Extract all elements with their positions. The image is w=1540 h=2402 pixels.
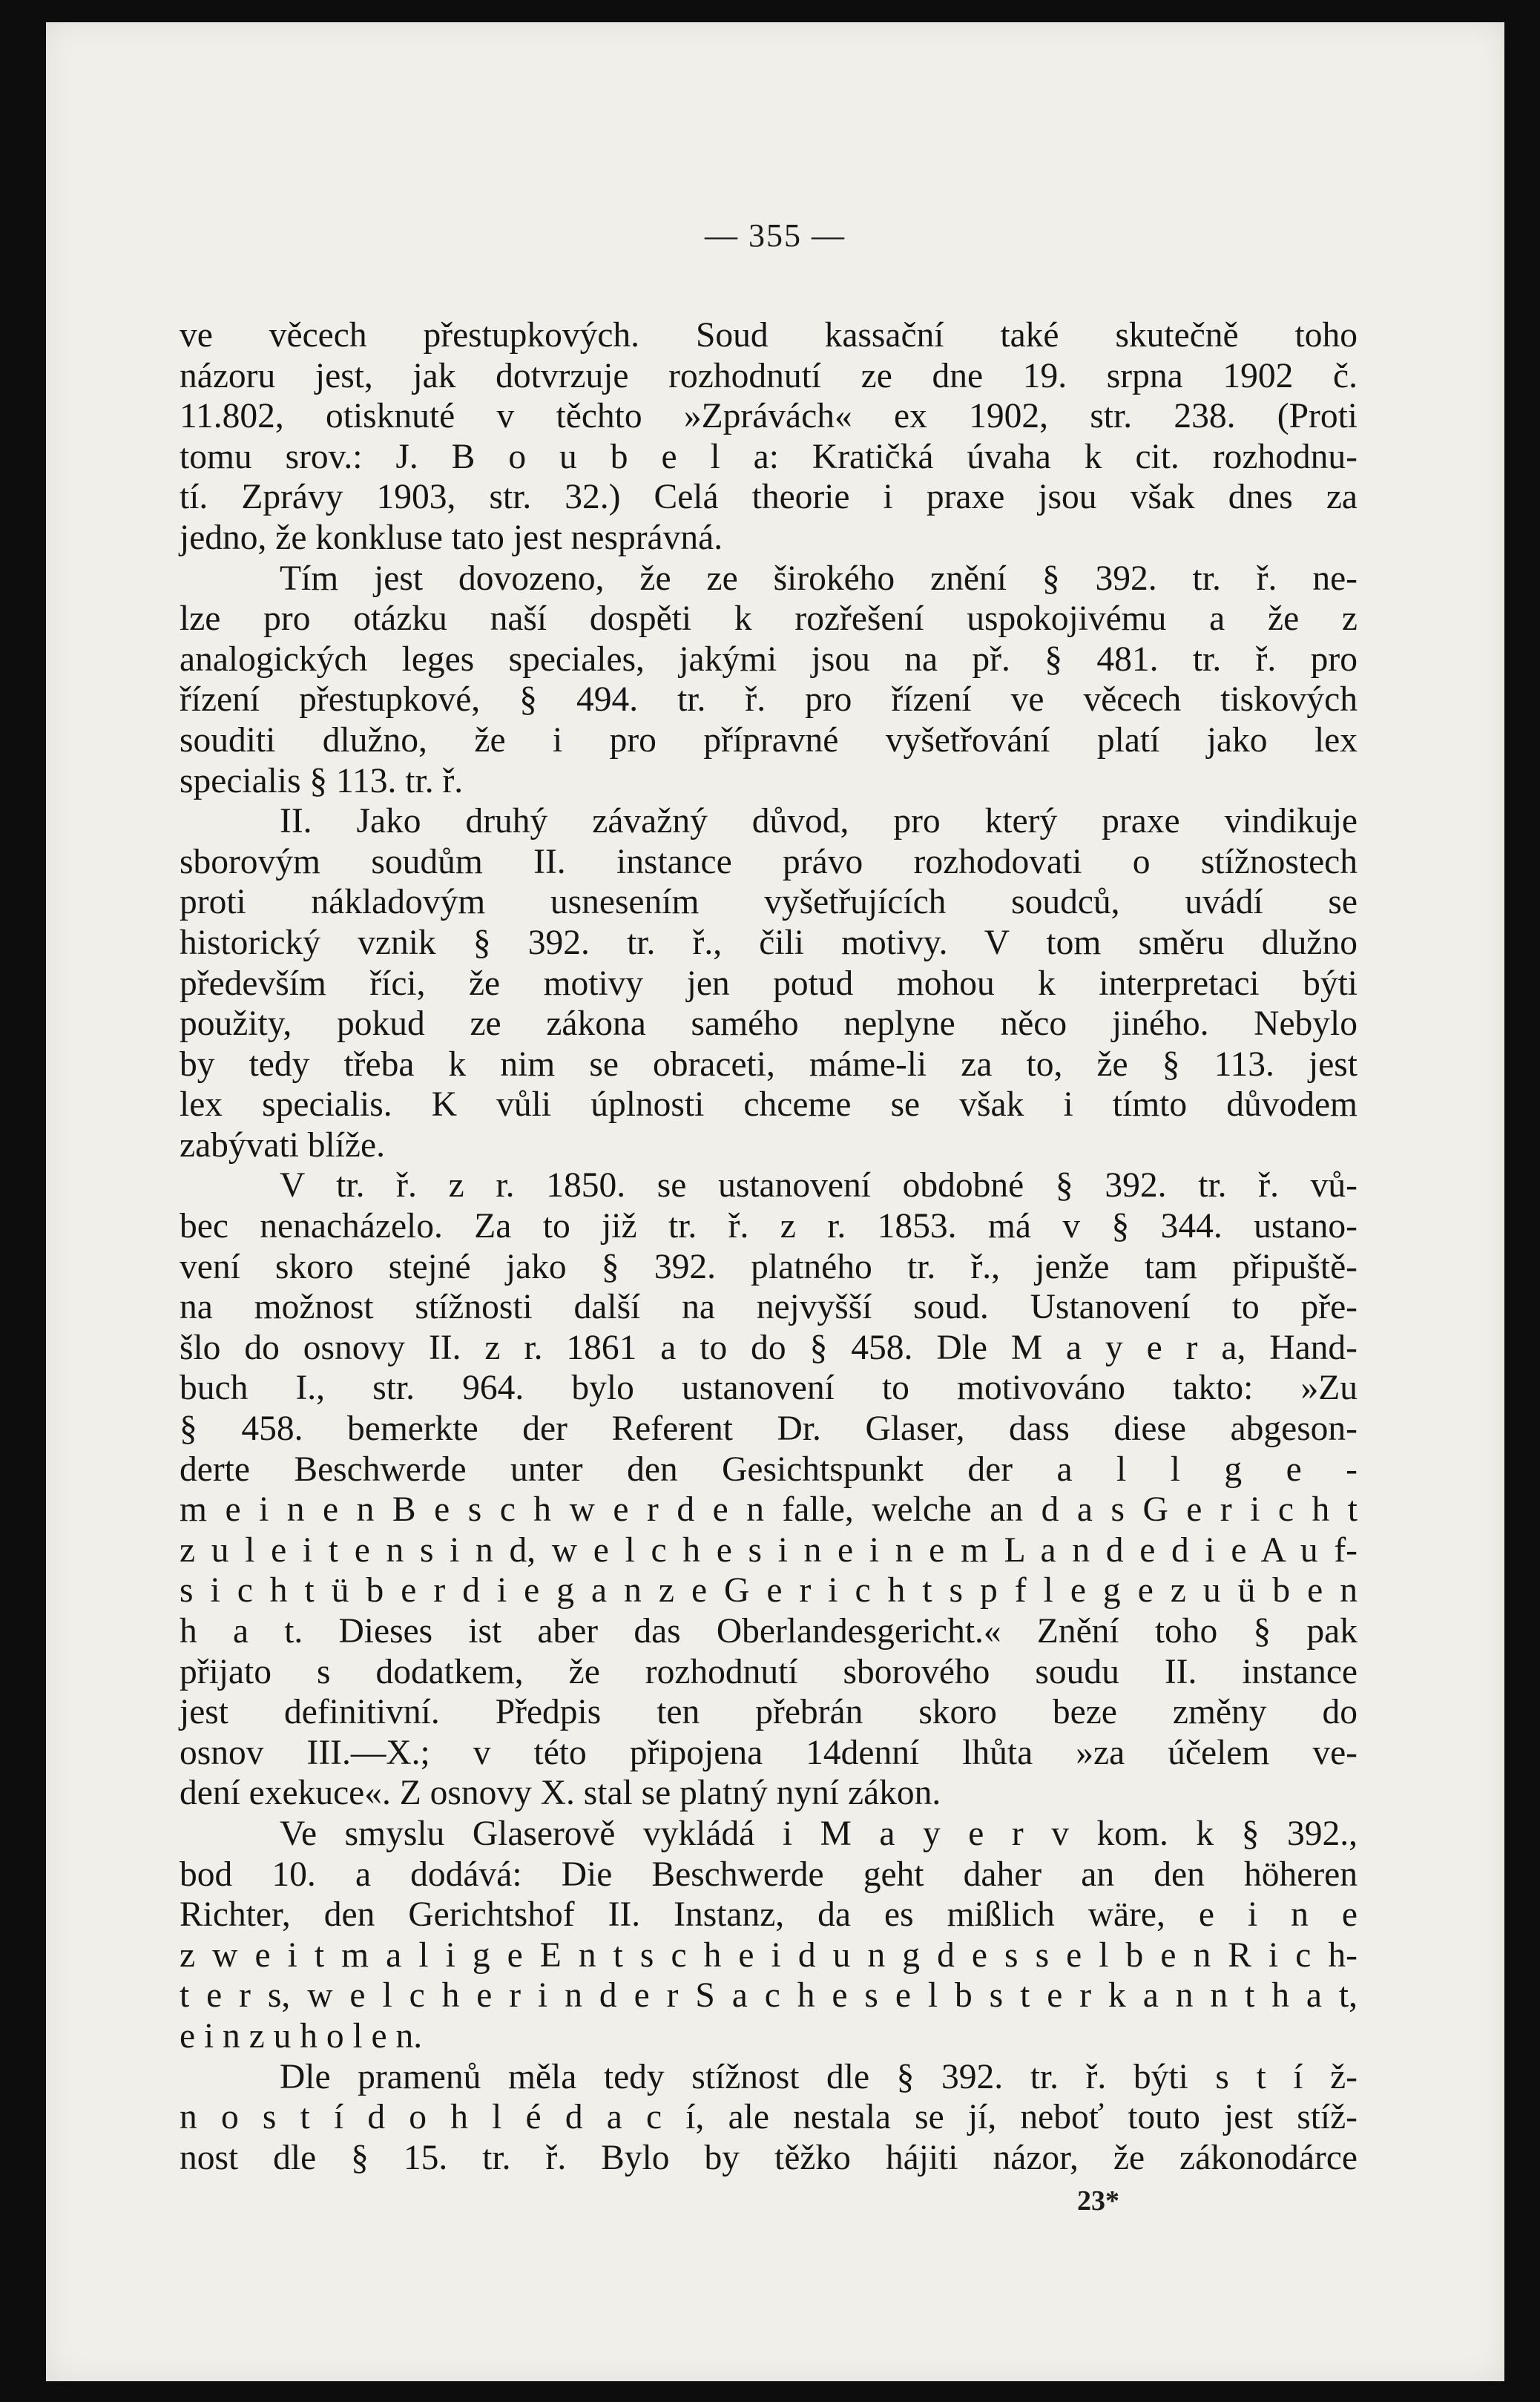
text-line: tomu srov.: J. B o u b e l a: Kratičká úvaha k cit. rozhodnu- [180,437,1358,476]
text-line: jest definitivní. Předpis ten přebrán skoro beze změny do [180,1693,1358,1732]
text-line: t e r s, w e l c h e r i n d e r S a c h e s e l b s t e r k a n n t h a t, [180,1976,1358,2016]
text-line: II. Jako druhý závažný důvod, pro který praxe vindikuje [280,802,1358,841]
text-line: 11.802, otisknuté v těchto »Zprávách« ex 1902, str. 238. (Proti [180,397,1358,436]
text-line: vení skoro stejné jako § 392. platného tr. ř., jenže tam připuště- [180,1247,1358,1286]
text-line: bod 10. a dodává: Die Beschwerde geht daher an den höheren [180,1855,1358,1894]
text-line: § 458. bemerkte der Referent Dr. Glaser, dass diese abgeson- [180,1409,1358,1449]
text-line: V tr. ř. z r. 1850. se ustanovení obdobné § 392. tr. ř. vů- [280,1166,1358,1205]
text-line: analogických leges speciales, jakými jsou na př. § 481. tr. ř. pro [180,639,1358,679]
text-line: sborovým soudům II. instance právo rozhodovati o stížnostech [180,842,1358,881]
text-line: s i c h t ü b e r d i e g a n z e G e r i c h t s p f l e g e z u ü b e n [180,1571,1358,1610]
page-number: — 355 — [705,217,846,254]
text-line: zabývati blíže. [180,1125,385,1165]
text-line: řízení přestupkové, § 494. tr. ř. pro řízení ve věcech tiskových [180,680,1358,720]
text-line: šlo do osnovy II. z r. 1861 a to do § 458. Dle M a y e r a, Hand- [180,1328,1358,1367]
text-line: použity, pokud ze zákona samého neplyne něco jiného. Nebylo [180,1004,1358,1044]
text-line: dení exekuce«. Z osnovy X. stal se platný nyní zákon. [180,1774,941,1813]
text-line: n o s t í d o h l é d a c í, ale nestala se jí, neboť touto jest stíž- [180,2098,1358,2137]
text-line: jedno, že konkluse tato jest nesprávná. [180,518,723,557]
text-line: především říci, že motivy jen potud mohou k interpretaci býti [180,964,1358,1003]
text-line: osnov III.—X.; v této připojena 14denní lhůta »za účelem ve- [180,1733,1358,1772]
book-page [46,22,1504,2381]
text-line: proti nákladovým usnesením vyšetřujících soudců, uvádí se [180,883,1358,922]
text-line: Tím jest dovozeno, že ze širokého znění § 392. tr. ř. ne- [280,559,1358,598]
text-line: nost dle § 15. tr. ř. Bylo by těžko hájiti názor, že zákonodárce [180,2138,1358,2177]
text-line: Dle pramenů měla tedy stížnost dle § 392. tr. ř. býti s t í ž- [280,2057,1358,2096]
text-line: e i n z u h o l e n. [180,2016,423,2056]
text-line: h a t. Dieses ist aber das Oberlandesgericht.« Znění toho § pak [180,1612,1358,1651]
text-line: by tedy třeba k nim se obraceti, máme-li za to, že § 113. jest [180,1044,1358,1084]
text-line: Richter, den Gerichtshof II. Instanz, da es mißlich wäre, e i n e [180,1895,1358,1935]
text-line: ve věcech přestupkových. Soud kassační také skutečně toho [180,316,1358,355]
text-line: buch I., str. 964. bylo ustanovení to motivováno takto: »Zu [180,1369,1358,1408]
text-line: z w e i t m a l i g e E n t s c h e i d u n g d e s s e l b e n R i c h- [180,1935,1358,1975]
text-line: historický vznik § 392. tr. ř., čili motivy. V tom směru dlužno [180,923,1358,962]
text-line: lex specialis. K vůli úplnosti chceme se však i tímto důvodem [180,1085,1358,1125]
text-line: z u l e i t e n s i n d, w e l c h e s i n e i n e m L a n d e d i e A u f- [180,1530,1358,1570]
text-line: bec nenacházelo. Za to již tr. ř. z r. 1853. má v § 344. ustano- [180,1207,1358,1246]
text-line: Ve smyslu Glaserově vykládá i M a y e r v kom. k § 392., [280,1814,1358,1853]
body-text [180,315,1358,2178]
text-line: m e i n e n B e s c h w e r d e n falle, welche an d a s G e r i c h t [180,1490,1358,1530]
text-line: tí. Zprávy 1903, str. 32.) Celá theorie i praxe jsou však dnes za [180,478,1358,517]
text-line: derte Beschwerde unter den Gesichtspunkt der a l l g e - [180,1450,1358,1489]
text-line: specialis § 113. tr. ř. [180,761,464,800]
text-line: přijato s dodatkem, že rozhodnutí sborového soudu II. instance [180,1652,1358,1691]
signature-mark: 23* [1077,2185,1119,2217]
text-line: souditi dlužno, že i pro přípravné vyšetřování platí jako lex [180,720,1358,760]
text-line: názoru jest, jak dotvrzuje rozhodnutí ze dne 19. srpna 1902 č. [180,356,1358,395]
text-line: lze pro otázku naší dospěti k rozřešení uspokojivému a že z [180,599,1358,639]
text-line: na možnost stížnosti další na nejvyšší soud. Ustanovení to pře- [180,1288,1358,1327]
